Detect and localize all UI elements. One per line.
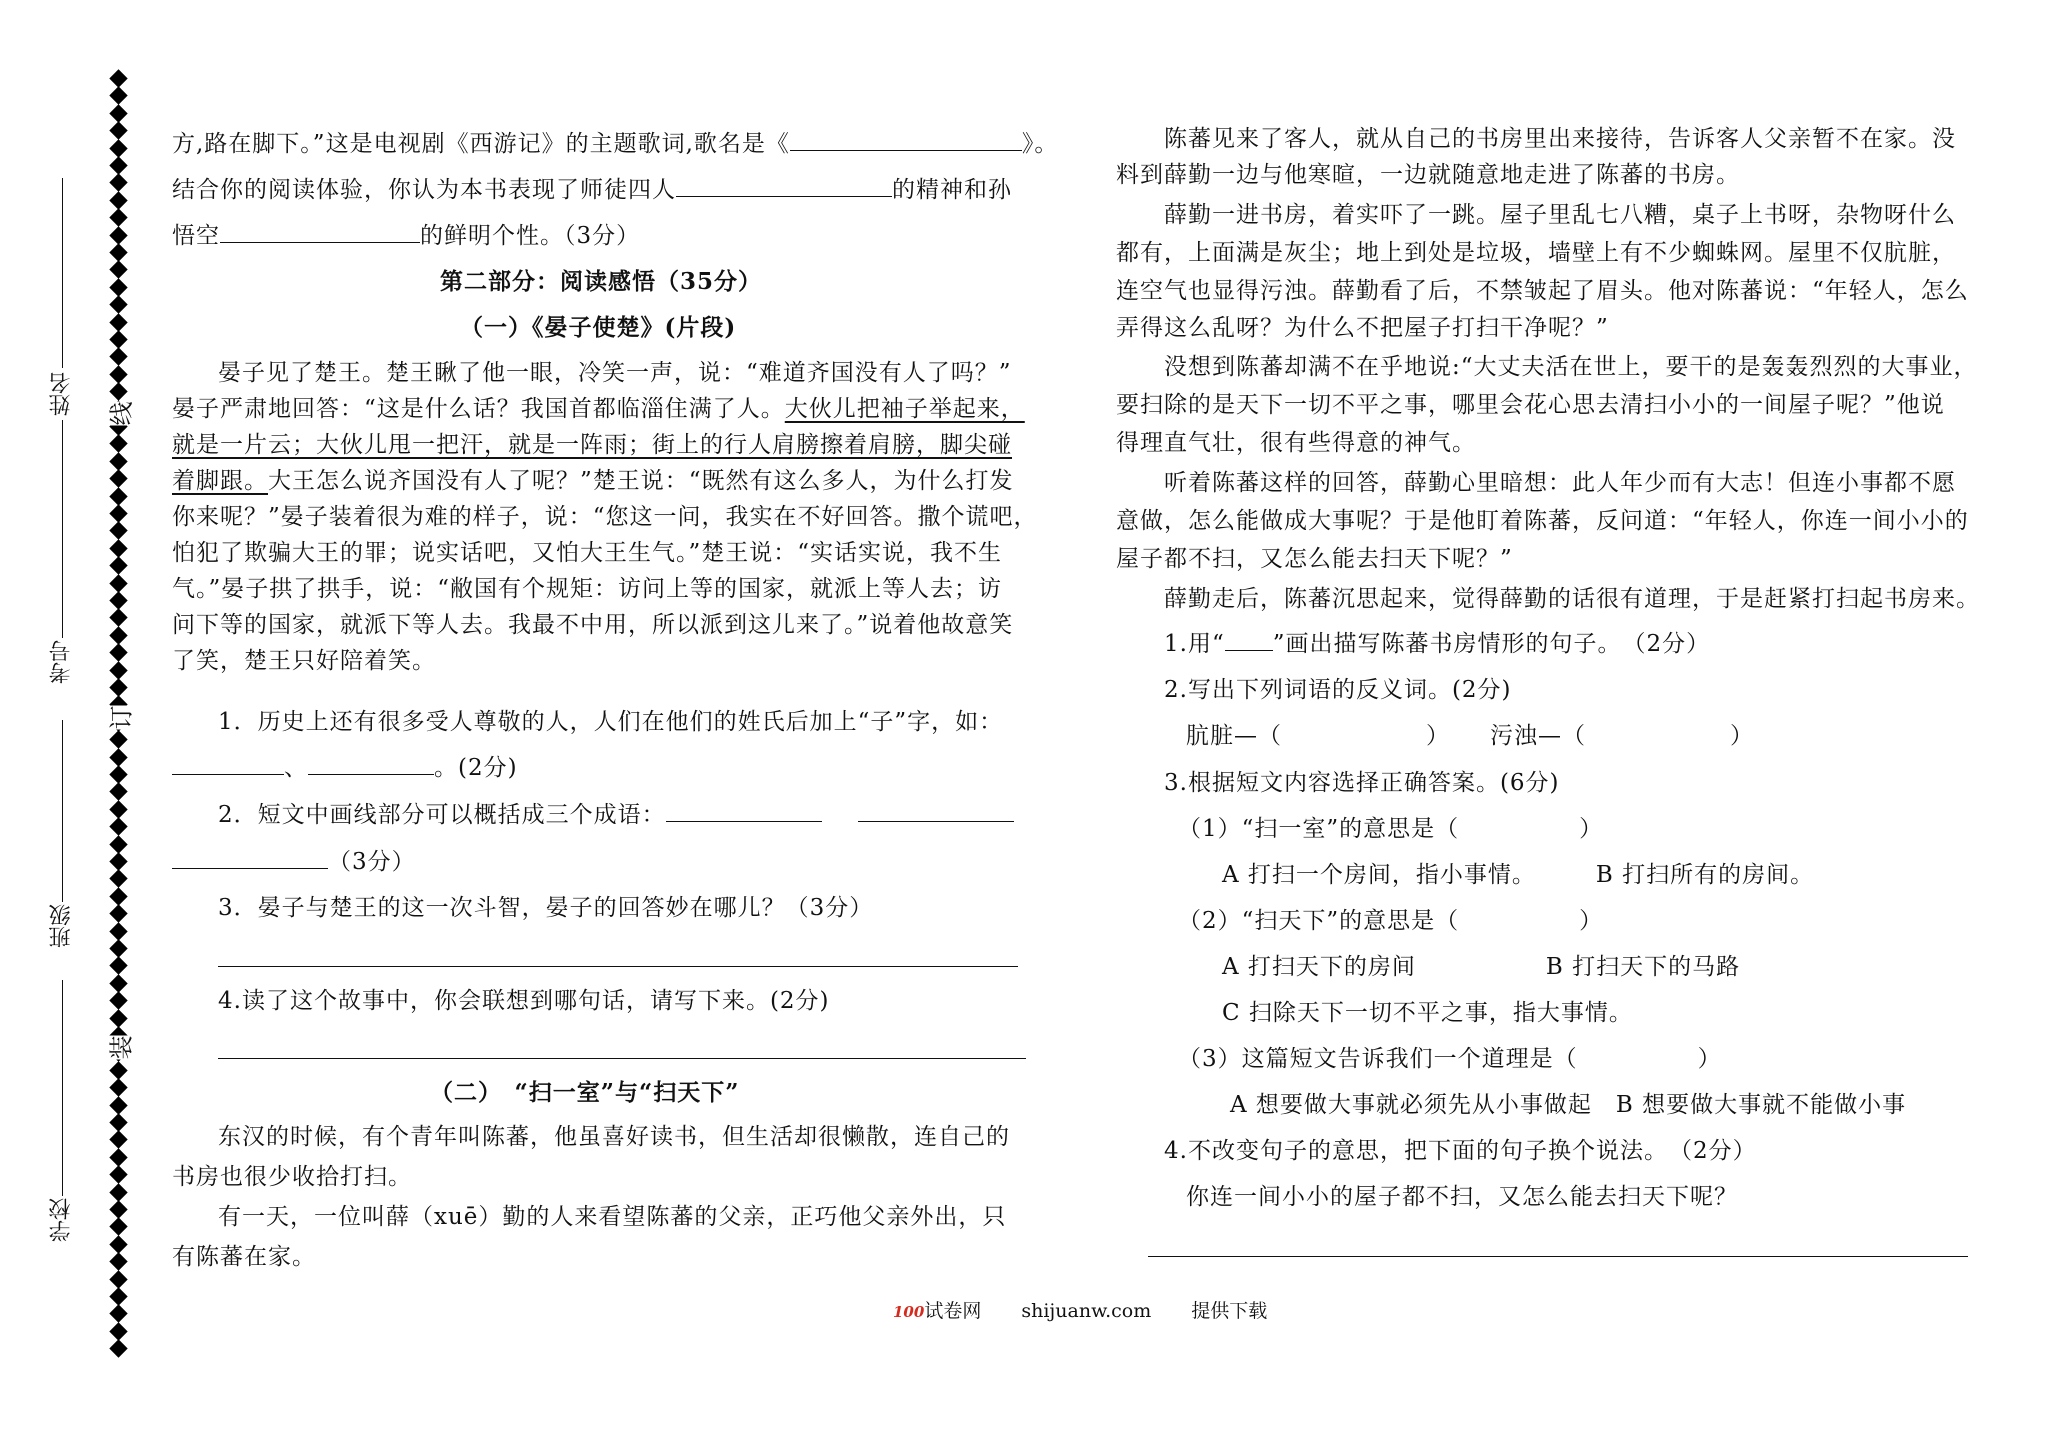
- binding-diamond: [109, 295, 127, 313]
- text: ”画出描写陈蕃书房情形的句子。 （2分）: [1272, 631, 1711, 657]
- binding-mark-line: 线: [102, 402, 137, 426]
- line-p1b: [172, 174, 1012, 205]
- binding-diamond: [109, 626, 127, 644]
- download-note: 提供下载: [1191, 1300, 1268, 1322]
- binding-diamond: [109, 609, 127, 627]
- name-label: 姓名: [49, 372, 74, 416]
- text: 》。: [1021, 131, 1059, 157]
- passage2-line: 都有，上面满是灰尘；地上到处是垃圾，墙壁上有不少蜘蛛网。屋里不仅肮脏，: [1116, 240, 1956, 266]
- exam-no-rule: [62, 420, 63, 638]
- binding-mark-ding: 订: [102, 706, 137, 730]
- question-2: [218, 799, 1014, 830]
- question-3: 3．晏子与楚王的这一次斗智，晏子的回答妙在哪儿？（3分）: [218, 895, 874, 921]
- binding-diamond: [109, 1165, 127, 1183]
- binding-diamond: [109, 1252, 127, 1270]
- passage1-line: [172, 394, 1025, 424]
- binding-diamond: [109, 643, 127, 661]
- passage2-line: 弄得这么乱呀？为什么不把屋子打扫干净呢？”: [1116, 315, 1609, 341]
- passage1-line: 晏子见了楚王。楚王瞅了他一眼，冷笑一声，说：“难道齐国没有人了吗？”: [218, 360, 1012, 386]
- passage1-line: [172, 466, 1014, 496]
- binding-diamond: [109, 870, 127, 888]
- answer-blank[interactable]: [172, 846, 328, 869]
- name-rule: [62, 178, 63, 368]
- passage2-line: 得理直气壮，很有些得意的神气。: [1116, 430, 1476, 456]
- question-2-cont: [172, 846, 416, 877]
- text: 晏子严肃地回答：“这是什么话？我国首都临淄住满了人。: [172, 396, 785, 422]
- text: 的鲜明个性。（3分）: [420, 223, 641, 249]
- binding-diamond: [109, 208, 127, 226]
- answer-line[interactable]: [218, 1058, 1026, 1059]
- question-r3: 3.根据短文内容选择正确答案。(6分): [1164, 770, 1560, 796]
- question-r4: 4.不改变句子的意思，把下面的句子换个说法。 （2分）: [1164, 1138, 1757, 1164]
- passage2-line: 陈蕃见来了客人，就从自己的书房里出来接待，告诉客人父亲暂不在家。没: [1164, 126, 1956, 152]
- binding-diamond: [109, 348, 127, 366]
- binding-diamond: [109, 522, 127, 540]
- line-p1a: [172, 128, 1058, 159]
- binding-diamond: [109, 574, 127, 592]
- binding-diamond: [109, 191, 127, 209]
- passage1-line: 问下等的国家，就派下等人去。我最不中用，所以派到这儿来了。”说着他故意笑: [172, 612, 1014, 638]
- binding-diamond: [109, 121, 127, 139]
- binding-diamond: [109, 1113, 127, 1131]
- binding-diamond: [109, 156, 127, 174]
- school-rule: [62, 980, 63, 1196]
- option-a[interactable]: A 打扫天下的房间: [1222, 954, 1416, 980]
- binding-mark-zhuang: 装: [102, 1036, 137, 1060]
- passage2-line: 薛勤走后，陈蕃沉思起来，觉得薛勤的话很有道理，于是赶紧打扫起书房来。: [1164, 586, 1980, 612]
- binding-diamond: [109, 174, 127, 192]
- binding-diamond: [109, 226, 127, 244]
- binding-diamond: [109, 435, 127, 453]
- binding-diamond: [109, 261, 127, 279]
- binding-diamond: [109, 539, 127, 557]
- passage1-line: 怕犯了欺骗大王的罪；说实话吧，又怕大王生气。”楚王说：“实话实说，我不生: [172, 540, 1003, 566]
- site-name: 试卷网: [924, 1300, 982, 1322]
- answer-blank[interactable]: [666, 799, 822, 822]
- text: （3分）: [328, 849, 416, 875]
- exam-no-label: 考号: [49, 640, 74, 684]
- text: 1.用“: [1164, 631, 1225, 657]
- personality-blank[interactable]: [220, 220, 420, 243]
- part2-title: 第二部分：阅读感悟（35分）: [440, 268, 763, 295]
- question-r3-1[interactable]: （1）“扫一室”的意思是（ ）: [1178, 816, 1604, 842]
- question-r3-3[interactable]: （3）这篇短文告诉我们一个道理是（ ）: [1178, 1046, 1722, 1072]
- binding-diamond: [109, 1218, 127, 1236]
- site-url[interactable]: shijuanw.com: [1021, 1300, 1152, 1322]
- site-logo: 100: [893, 1303, 925, 1321]
- binding-diamond: [109, 1009, 127, 1027]
- underlined-passage-line: 就是一片云；大伙儿甩一把汗，就是一阵雨；街上的行人肩膀擦着肩膀，脚尖碰: [172, 432, 1012, 458]
- binding-diamond: [109, 1200, 127, 1218]
- binding-diamond: [109, 556, 127, 574]
- binding-diamond: [109, 1287, 127, 1305]
- binding-diamond: [109, 765, 127, 783]
- option-b[interactable]: B 打扫所有的房间。: [1595, 862, 1815, 888]
- section1-title: （一）《晏子使楚》(片段): [460, 314, 737, 341]
- text: 悟空: [172, 223, 220, 249]
- binding-diamond: [109, 1305, 127, 1323]
- option-b[interactable]: B 打扫天下的马路: [1545, 954, 1741, 980]
- underlined-text: 大伙儿把袖子举起来，: [784, 396, 1025, 422]
- passage2-line: 料到薛勤一边与他寒暄，一边就随意地走进了陈蕃的书房。: [1116, 162, 1740, 188]
- binding-diamond: [109, 591, 127, 609]
- binding-diamond: [109, 730, 127, 748]
- binding-diamond: [109, 800, 127, 818]
- question-r2: 2.写出下列词语的反义词。(2分): [1164, 677, 1512, 703]
- school-label: 学校: [49, 1198, 74, 1242]
- passage2-line: 有一天，一位叫薛（xuē）勤的人来看望陈蕃的父亲，正巧他父亲外出，只: [218, 1204, 1007, 1230]
- binding-diamond: [109, 991, 127, 1009]
- binding-diamond: [109, 783, 127, 801]
- class-label: 班级: [49, 904, 74, 948]
- text: 2．短文中画线部分可以概括成三个成语：: [218, 802, 666, 828]
- antonym-1[interactable]: 肮脏—（ ）: [1186, 723, 1450, 749]
- binding-diamond: [109, 69, 127, 87]
- binding-diamond: [109, 104, 127, 122]
- passage1-line: 你来呢？”晏子装着很为难的样子，说：“您这一问，我实在不好回答。撒个谎吧，: [172, 504, 1038, 530]
- binding-diamond: [109, 1339, 127, 1357]
- binding-diamond: [109, 330, 127, 348]
- option-c[interactable]: C 扫除天下一切不平之事，指大事情。: [1222, 1000, 1633, 1026]
- text: 结合你的阅读体验，你认为本书表现了师徒四人: [172, 177, 676, 203]
- antonym-row: [1186, 721, 1754, 751]
- binding-diamond: [109, 1148, 127, 1166]
- answer-blank[interactable]: [858, 799, 1014, 822]
- binding-diamond: [109, 452, 127, 470]
- class-rule: [62, 720, 63, 902]
- option-row: [1222, 952, 1740, 982]
- passage2-line: 没想到陈蕃却满不在乎地说:“大丈夫活在世上，要干的是轰轰烈烈的大事业，: [1164, 354, 1978, 380]
- passage2-line: 书房也很少收拾打扫。: [172, 1164, 412, 1190]
- binding-diamond: [109, 939, 127, 957]
- binding-diamond: [109, 922, 127, 940]
- passage1-line: 了笑，楚王只好陪着笑。: [172, 648, 436, 674]
- binding-diamond: [109, 887, 127, 905]
- question-1-answers: [172, 752, 518, 783]
- answer-blank[interactable]: [308, 752, 434, 775]
- question-4: 4.读了这个故事中，你会联想到哪句话，请写下来。(2分): [218, 988, 830, 1014]
- binding-diamond: [109, 748, 127, 766]
- answer-line[interactable]: [1148, 1256, 1968, 1257]
- binding-diamond: [109, 817, 127, 835]
- binding-diamond: [109, 278, 127, 296]
- song-title-blank[interactable]: [790, 128, 1022, 151]
- text: 方,路在脚下。”这是电视剧《西游记》的主题歌词,歌名是《: [172, 131, 790, 157]
- passage2-line: 听着陈蕃这样的回答，薛勤心里暗想：此人年少而有大志！但连小事都不愿: [1164, 470, 1956, 496]
- underline-sample: [1225, 628, 1273, 651]
- passage2-line: 屋子都不扫，又怎么能去扫天下呢？”: [1116, 546, 1513, 572]
- binding-diamond: [109, 661, 127, 679]
- binding-diamond: [109, 1322, 127, 1340]
- antonym-2[interactable]: 污浊—（ ）: [1490, 723, 1754, 749]
- underlined-text: 着脚跟。: [172, 468, 268, 494]
- question-r4-sentence: 你连一间小小的屋子都不扫，又怎么能去扫天下呢？: [1186, 1184, 1738, 1210]
- passage2-line: 要扫除的是天下一切不平之事，哪里会花心思去清扫小小的一间屋子呢？”他说: [1116, 392, 1945, 418]
- text: 、: [284, 755, 308, 781]
- binding-diamond: [109, 365, 127, 383]
- binding-diamond: [109, 1235, 127, 1253]
- binding-diamond: [109, 1183, 127, 1201]
- passage2-line: 东汉的时候，有个青年叫陈蕃，他虽喜好读书，但生活却很懒散，连自己的: [218, 1124, 1010, 1150]
- binding-diamond: [109, 678, 127, 696]
- spirit-blank[interactable]: [676, 174, 892, 197]
- binding-diamond: [109, 1131, 127, 1149]
- binding-diamond: [109, 974, 127, 992]
- footer: [893, 1296, 1267, 1323]
- binding-diamond: [109, 487, 127, 505]
- binding-diamond: [109, 957, 127, 975]
- passage1-line: 气。”晏子拱了拱手，说：“敝国有个规矩：访问上等的国家，就派上等人去；访: [172, 576, 1003, 602]
- passage2-line: 意做，怎么能做成大事呢？于是他盯着陈蕃，反问道：“年轻人，你连一间小小的: [1116, 508, 1969, 534]
- binding-diamond: [109, 1270, 127, 1288]
- option-row: [1222, 860, 1814, 890]
- binding-diamond: [109, 1096, 127, 1114]
- binding-diamond: [109, 835, 127, 853]
- line-p1c: [172, 220, 640, 251]
- answer-line[interactable]: [218, 966, 1018, 967]
- option-row[interactable]: A 想要做大事就必须先从小事做起 B 想要做大事就不能做小事: [1230, 1092, 1907, 1118]
- question-1: 1．历史上还有很多受人尊敬的人，人们在他们的姓氏后加上“子”字，如：: [218, 709, 1004, 735]
- option-a[interactable]: A 打扫一个房间，指小事情。: [1222, 862, 1536, 888]
- text: 大王怎么说齐国没有人了呢？”楚王说：“既然有这么多人，为什么打发: [268, 468, 1014, 494]
- binding-diamond: [109, 313, 127, 331]
- binding-diamond: [109, 504, 127, 522]
- binding-diamond: [109, 469, 127, 487]
- binding-diamond: [109, 904, 127, 922]
- binding-diamond: [109, 1061, 127, 1079]
- text: 的精神和孙: [892, 177, 1012, 203]
- answer-blank[interactable]: [172, 752, 284, 775]
- passage2-line: 连空气也显得污浊。薛勤看了后，不禁皱起了眉头。他对陈蕃说：“年轻人，怎么: [1116, 278, 1969, 304]
- binding-diamond: [109, 243, 127, 261]
- binding-diamond: [109, 382, 127, 400]
- passage2-line: 薛勤一进书房，着实吓了一跳。屋子里乱七八糟，桌子上书呀，杂物呀什么: [1164, 202, 1956, 228]
- binding-diamond: [109, 852, 127, 870]
- binding-diamond: [109, 87, 127, 105]
- binding-diamond: [109, 139, 127, 157]
- text: 。(2分): [434, 755, 518, 781]
- passage2-line: 有陈蕃在家。: [172, 1244, 316, 1270]
- binding-diamond: [109, 1078, 127, 1096]
- section2-title: （二） “扫一室”与“扫天下”: [430, 1079, 740, 1106]
- question-r1: [1164, 628, 1710, 659]
- question-r3-2[interactable]: （2）“扫天下”的意思是（ ）: [1178, 908, 1604, 934]
